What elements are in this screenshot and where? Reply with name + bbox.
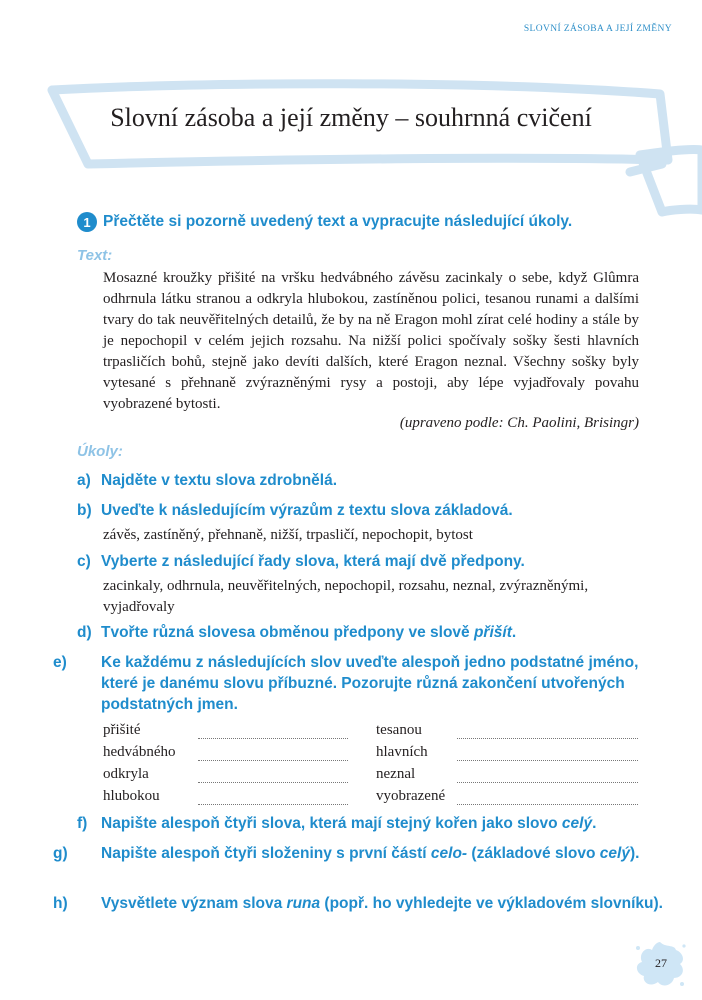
question-f	[77, 813, 639, 834]
answer-line[interactable]	[457, 804, 638, 805]
question-text: Vysvětlete význam slova	[101, 895, 287, 912]
question-c	[77, 551, 639, 572]
fill-word: neznal	[376, 766, 416, 782]
question-letter: e)	[53, 654, 67, 671]
question-letter: h)	[53, 895, 68, 912]
task-instruction: Přečtěte si pozorně uvedený text a vypracujte následující úkoly.	[103, 213, 573, 230]
question-text-end: .	[511, 624, 517, 641]
question-emphasis-2: celý	[599, 845, 630, 862]
text-label: Text:	[77, 247, 113, 264]
question-b-words: závěs, zastíněný, přehnaně, nižší, trpasličí, nepochopit, bytost	[103, 527, 473, 543]
passage-source: (upraveno podle: Ch. Paolini, Brisingr)	[399, 415, 639, 431]
question-a	[77, 470, 639, 491]
answer-line[interactable]	[457, 760, 638, 761]
fill-word: hlubokou	[103, 788, 160, 804]
question-e	[53, 652, 663, 715]
tasks-label: Úkoly:	[77, 443, 123, 460]
question-text-end: .	[592, 815, 597, 832]
question-text: Ke každému z následujících slov uveďte alespoň jedno podstatné jméno, které je danému slovu příbuzné. Pozorujte různá zakončení utvořených podstatných jmen.	[101, 654, 639, 713]
question-text-end: (popř. ho vyhledejte ve výkladovém slovníku).	[320, 895, 663, 912]
running-header: SLOVNÍ ZÁSOBA A JEJÍ ZMĚNY	[523, 24, 672, 34]
question-text: Vyberte z následující řady slova, která mají dvě předpony.	[101, 553, 525, 570]
answer-line[interactable]	[198, 804, 348, 805]
question-letter: c)	[77, 553, 91, 570]
question-emphasis: celý	[561, 815, 593, 832]
question-letter: g)	[53, 845, 68, 862]
fill-word: vyobrazené	[376, 788, 446, 804]
question-emphasis: runa	[286, 895, 321, 912]
answer-line[interactable]	[457, 738, 638, 739]
page-number: 27	[655, 955, 667, 970]
question-g	[53, 843, 663, 864]
question-text: Tvořte různá slovesa obměnou předpony ve slově	[101, 624, 474, 641]
question-text: Najděte v textu slova zdrobnělá.	[101, 472, 338, 489]
answer-line[interactable]	[198, 738, 348, 739]
answer-line[interactable]	[457, 782, 638, 783]
task-heading	[77, 212, 572, 232]
question-letter: d)	[77, 624, 92, 641]
page-title: Slovní zásoba a její změny – souhrnná cvičení	[110, 103, 592, 132]
fill-word: tesanou	[376, 722, 422, 738]
question-c-words: zacinkaly, odhrnula, neuvěřitelných, nepochopil, rozsahu, neznal, zvýrazněnými, vyjadřovaly	[103, 578, 589, 615]
passage-text: Mosazné kroužky přišité na vršku hedvábného závěsu zacinkaly o sebe, když Glûmra odhrnula látku stranou a odkryla hlubokou, zastíněnou polici, tesanou runami a dalšími tvary do tak neuvěřitelných detailů, že by na ně Eragon mohl zírat celé hodiny a stále by je nepochopil v celém jejich rozsahu. Na nižší polici spočívaly sošky šesti hlavních trpasličích bohů, stejně jako devíti dalších, které Eragon neznal. Všechny sošky byly vytesané s přehnaně zvýrazněnými rysy a postoji, aby lépe vyjadřovaly povahu vyobrazené bytosti.	[103, 270, 639, 412]
question-letter: f)	[77, 815, 88, 832]
fill-word: hlavních	[376, 744, 428, 760]
question-letter: a)	[77, 472, 91, 489]
question-text-mid: (základové slovo	[467, 845, 600, 862]
answer-line[interactable]	[198, 760, 348, 761]
question-b	[77, 500, 639, 521]
question-letter: b)	[77, 502, 92, 519]
question-emphasis: přišít	[473, 624, 512, 641]
question-emphasis: celo-	[430, 845, 468, 862]
question-h	[53, 893, 663, 914]
answer-line[interactable]	[198, 782, 348, 783]
fill-word: odkryla	[103, 766, 149, 782]
question-d	[77, 622, 639, 643]
fill-word: hedvábného	[103, 744, 176, 760]
title-banner-decoration	[0, 60, 702, 220]
question-text: Napište alespoň čtyři složeniny s první částí	[101, 845, 431, 862]
task-number-badge: 1	[77, 212, 97, 232]
question-text: Napište alespoň čtyři slova, která mají stejný kořen jako slovo	[101, 815, 562, 832]
fill-word: přišité	[103, 722, 141, 738]
question-text: Uveďte k následujícím výrazům z textu slova základová.	[101, 502, 513, 519]
question-text-end: ).	[629, 845, 640, 862]
